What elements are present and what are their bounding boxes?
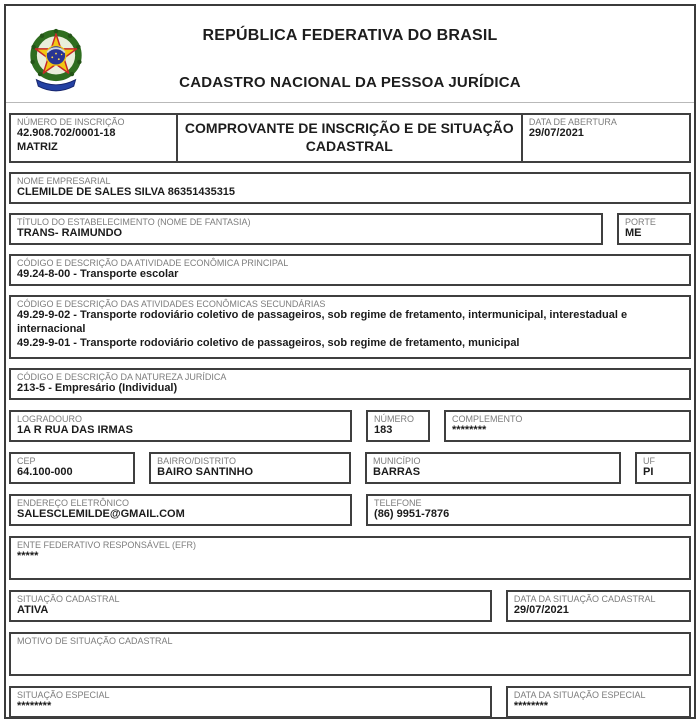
cnpj-document	[4, 4, 696, 719]
numero-value: 183	[374, 424, 393, 437]
situacao-especial-value: ********	[17, 700, 52, 713]
bairro-distrito-field	[149, 452, 351, 484]
cep-value: 64.100-000	[17, 466, 73, 479]
data-situacao-cadastral-value: 29/07/2021	[513, 604, 569, 617]
municipio-field	[365, 452, 621, 484]
cep-label: CEP	[17, 456, 36, 466]
data-situacao-cadastral-label: DATA DA SITUAÇÃO CADASTRAL	[513, 594, 656, 604]
situacao-especial-field	[9, 686, 492, 718]
numero-label: NÚMERO	[374, 414, 415, 424]
motivo-situacao-cadastral-field	[9, 632, 691, 676]
atividade-principal-value: 49.24-8-00 - Transporte escolar	[17, 268, 179, 281]
telefone-label: TELEFONE	[374, 498, 422, 508]
efr-label: ENTE FEDERATIVO RESPONSÁVEL (EFR)	[17, 540, 197, 550]
matriz-indicator: MATRIZ	[17, 141, 58, 154]
uf-label: UF	[643, 456, 655, 466]
bairro-distrito-label: BAIRRO/DISTRITO	[157, 456, 236, 466]
nome-empresarial-value: CLEMILDE DE SALES SILVA 86351435315	[17, 186, 236, 199]
numero-inscricao-value: 42.908.702/0001-18	[17, 127, 116, 140]
data-situacao-especial-label: DATA DA SITUAÇÃO ESPECIAL	[513, 690, 646, 700]
logradouro-label: LOGRADOURO	[17, 414, 83, 424]
complemento-label: COMPLEMENTO	[452, 414, 523, 424]
country-title: REPÚBLICA FEDERATIVA DO BRASIL	[202, 27, 498, 44]
logradouro-value: 1A R RUA DAS IRMAS	[17, 424, 133, 437]
bairro-distrito-value: BAIRO SANTINHO	[157, 466, 254, 479]
complemento-field	[444, 410, 691, 442]
endereco-eletronico-label: ENDEREÇO ELETRÔNICO	[17, 498, 130, 508]
atividades-secundarias-field	[9, 295, 691, 359]
municipio-label: MUNICÍPIO	[373, 456, 421, 466]
cep-field	[9, 452, 135, 484]
porte-field	[617, 213, 691, 245]
document-title: COMPROVANTE DE INSCRIÇÃO E DE SITUAÇÃO CADASTRAL	[184, 120, 514, 155]
natureza-juridica-field	[9, 368, 691, 400]
motivo-situacao-cadastral-label: MOTIVO DE SITUAÇÃO CADASTRAL	[17, 636, 173, 646]
data-abertura-field	[523, 115, 689, 161]
titulo-estabelecimento-label: TÍTULO DO ESTABELECIMENTO (NOME DE FANTASIA)	[17, 217, 251, 227]
numero-inscricao-field	[11, 115, 176, 161]
complemento-value: ********	[452, 424, 487, 437]
situacao-cadastral-field	[9, 590, 492, 622]
data-abertura-value: 29/07/2021	[528, 127, 584, 140]
titulo-estabelecimento-field	[9, 213, 603, 245]
situacao-especial-label: SITUAÇÃO ESPECIAL	[17, 690, 110, 700]
document-body	[6, 103, 694, 718]
data-abertura-label: DATA DE ABERTURA	[528, 117, 617, 127]
uf-field	[635, 452, 691, 484]
document-title-cell	[176, 115, 523, 161]
atividade-principal-label: CÓDIGO E DESCRIÇÃO DA ATIVIDADE ECONÔMICA PRINCIPAL	[17, 258, 289, 268]
titulo-estabelecimento-value: TRANS- RAIMUNDO	[17, 227, 123, 240]
header-titles	[6, 6, 694, 102]
atividade-secundaria-item-2: 49.29-9-01 - Transporte rodoviário coletivo de passageiros, sob regime de fretamento, municipal	[17, 336, 520, 349]
data-situacao-cadastral-field	[506, 590, 691, 622]
identification-row	[9, 113, 691, 163]
porte-value: ME	[625, 227, 642, 240]
situacao-cadastral-label: SITUAÇÃO CADASTRAL	[17, 594, 120, 604]
efr-value: *****	[17, 550, 39, 563]
natureza-juridica-value: 213-5 - Empresário (Individual)	[17, 382, 178, 395]
telefone-value: (86) 9951-7876	[374, 508, 450, 521]
efr-field	[9, 536, 691, 580]
data-situacao-especial-field	[506, 686, 691, 718]
uf-value: PI	[643, 466, 654, 479]
document-header	[6, 6, 694, 103]
logradouro-field	[9, 410, 352, 442]
registry-title: CADASTRO NACIONAL DA PESSOA JURÍDICA	[179, 74, 521, 91]
municipio-value: BARRAS	[373, 466, 421, 479]
natureza-juridica-label: CÓDIGO E DESCRIÇÃO DA NATUREZA JURÍDICA	[17, 372, 227, 382]
nome-empresarial-field	[9, 172, 691, 204]
telefone-field	[366, 494, 691, 526]
atividade-principal-field	[9, 254, 691, 286]
atividade-secundaria-item-1: 49.29-9-02 - Transporte rodoviário coletivo de passageiros, sob regime de fretamento, intermunicipal, interestadual e internacional	[17, 309, 628, 336]
porte-label: PORTE	[625, 217, 656, 227]
numero-inscricao-label: NÚMERO DE INSCRIÇÃO	[17, 117, 125, 127]
data-situacao-especial-value: ********	[513, 700, 549, 713]
atividades-secundarias-label: CÓDIGO E DESCRIÇÃO DAS ATIVIDADES ECONÔMICAS SECUNDÁRIAS	[17, 299, 326, 309]
endereco-eletronico-value: SALESCLEMILDE@GMAIL.COM	[17, 508, 185, 521]
endereco-eletronico-field	[9, 494, 352, 526]
situacao-cadastral-value: ATIVA	[17, 604, 49, 617]
numero-field	[366, 410, 430, 442]
nome-empresarial-label: NOME EMPRESARIAL	[17, 176, 111, 186]
